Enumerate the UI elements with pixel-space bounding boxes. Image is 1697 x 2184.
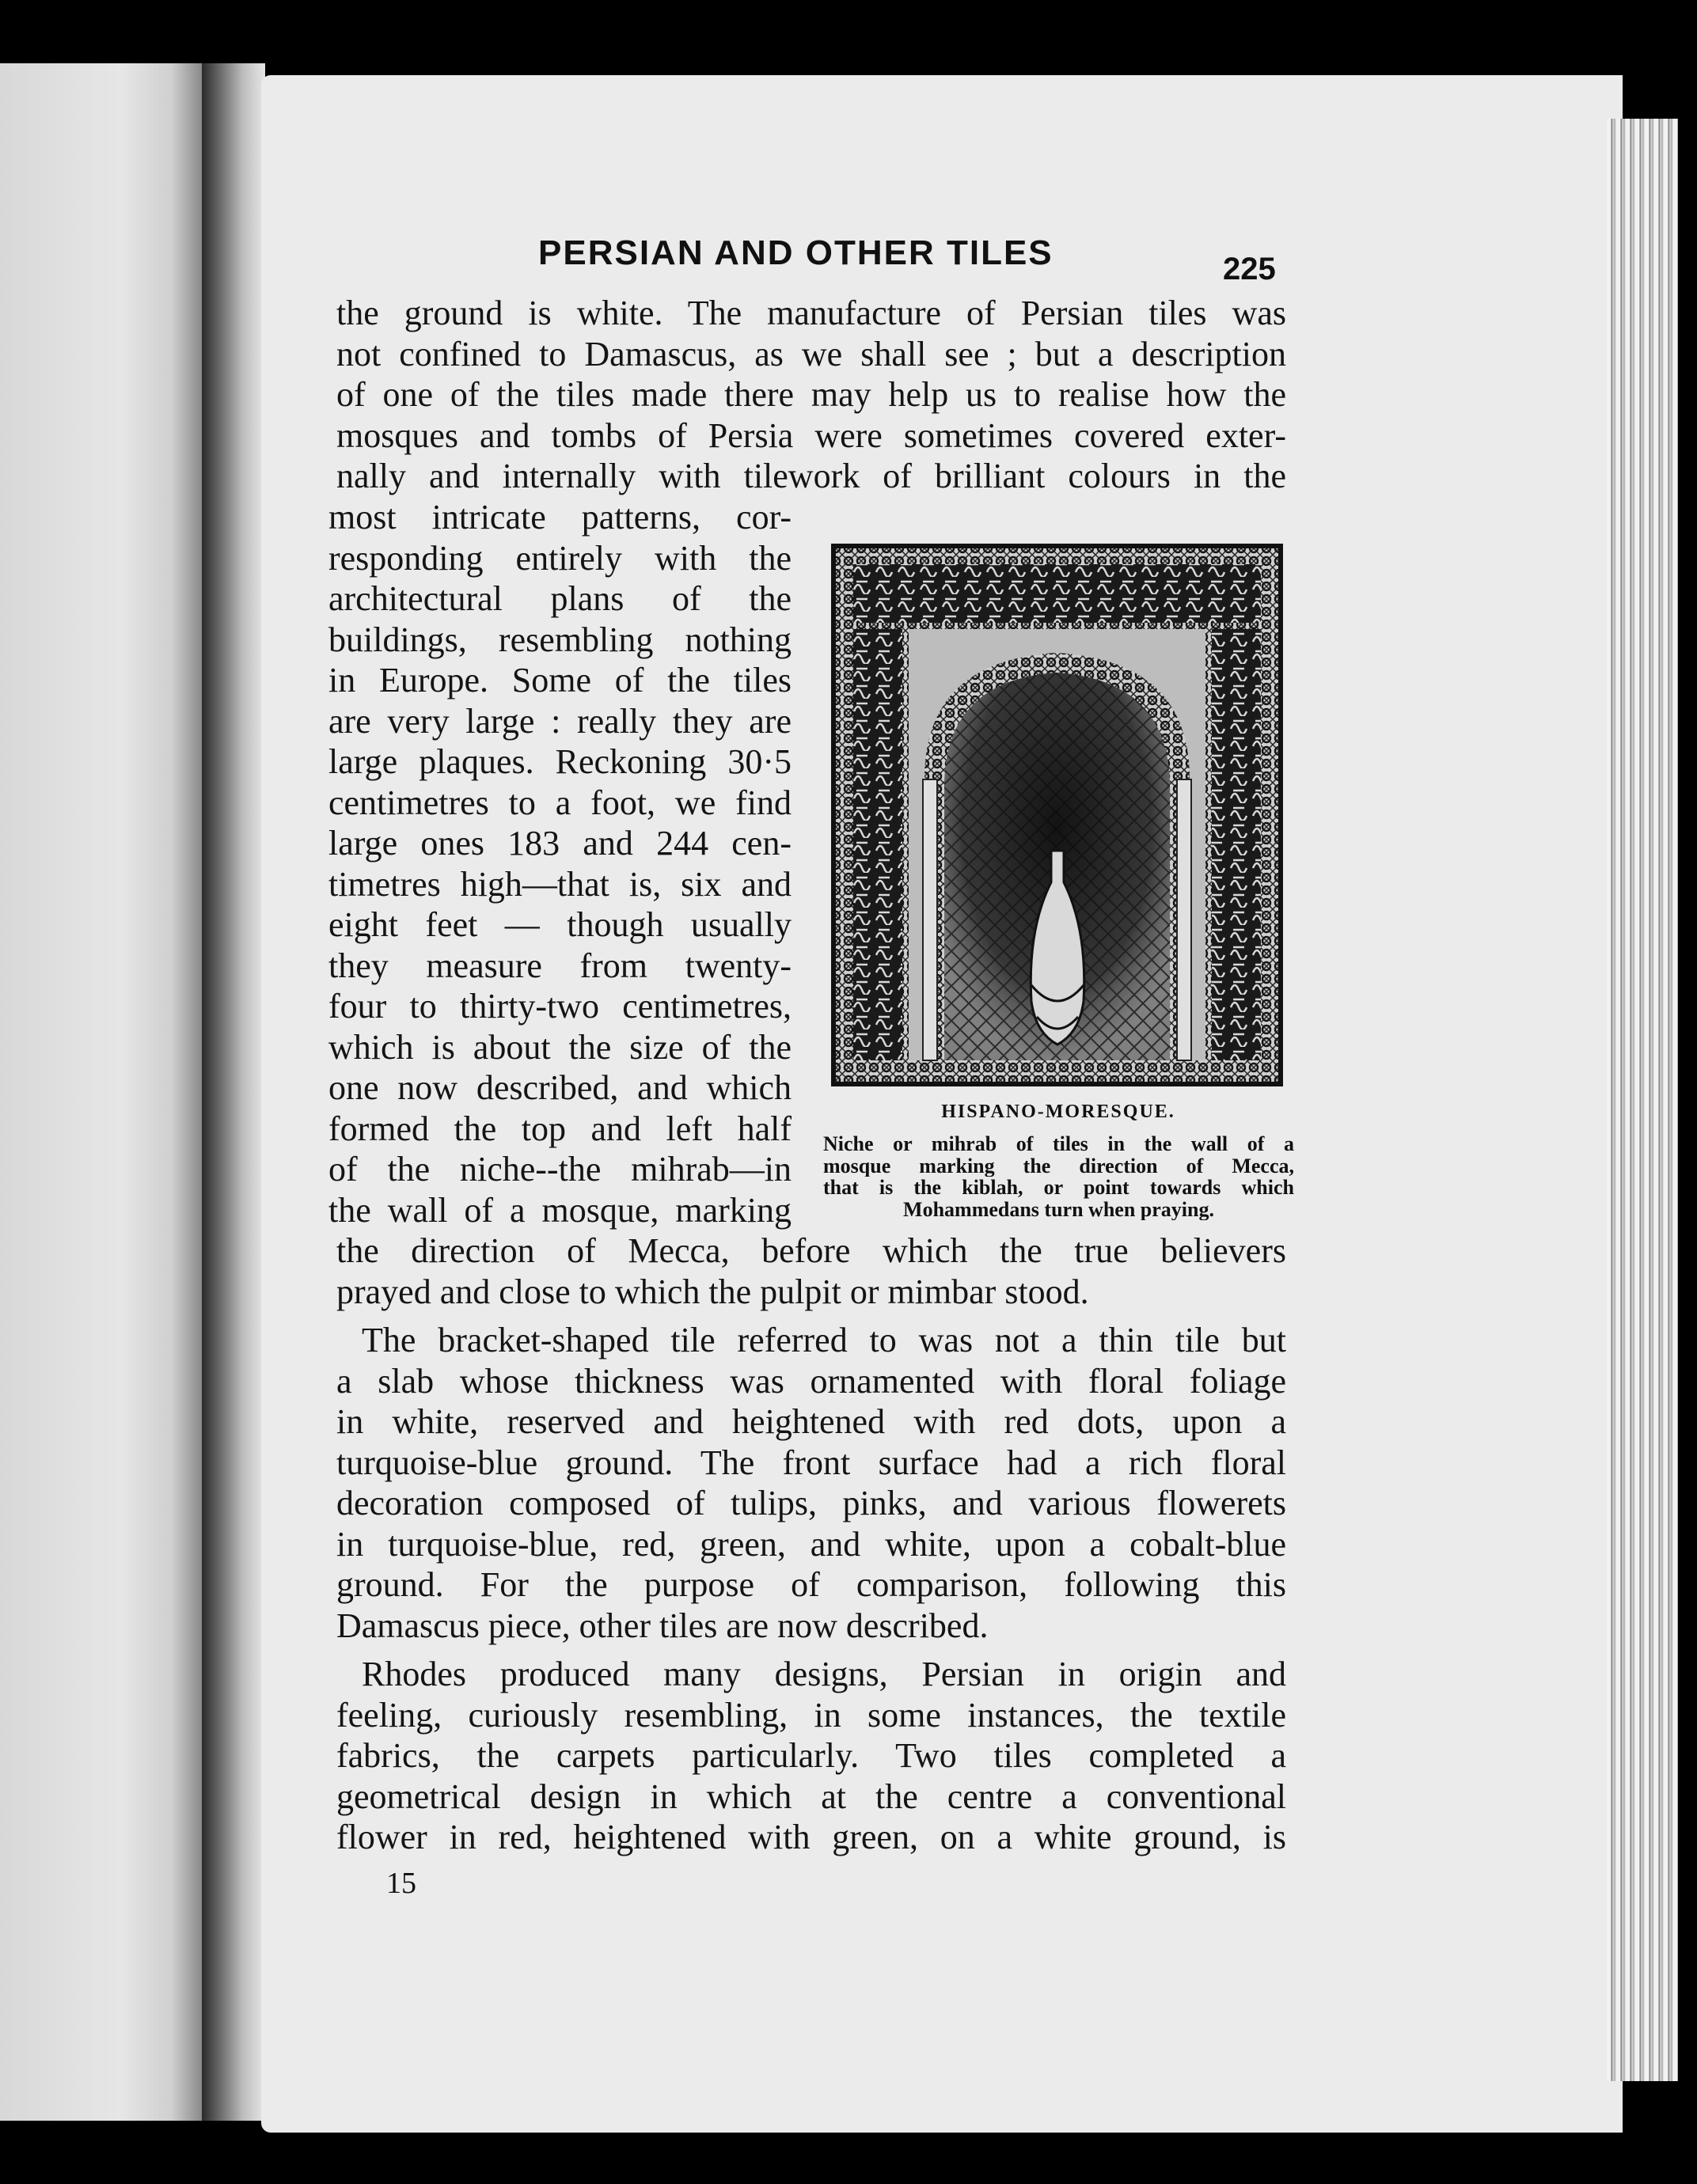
text-line: not confined to Damascus, as we shall see ; but a description [336,334,1286,373]
text-line: nally and internally with tilework of brilliant colours in the [336,457,1286,495]
text-line: of the niche--the mihrab—in [328,1150,792,1189]
text-line: decoration composed of tulips, pinks, and various flowerets [336,1484,1286,1522]
text-line: which is about the size of the [328,1027,792,1067]
text-line: eight feet — though usually [328,905,792,944]
text-line: centimetres to a foot, we find [328,783,792,822]
text-line: turquoise-blue ground. The front surface had a rich floral [336,1443,1286,1482]
text-line: in turquoise-blue, red, green, and white, upon a cobalt-blue [336,1524,1286,1564]
mihrab-niche-drawing [830,542,1285,1088]
text-line: flower in red, heightened with green, on a white ground, is [336,1818,1286,1856]
text-line: of one of the tiles made there may help us to realise how the [336,375,1286,414]
text-line: ground. For the purpose of comparison, following this [336,1565,1286,1604]
continuation-text [336,1230,1286,1312]
text-line: responding entirely with the [328,538,792,578]
text-line: large plaques. Reckoning 30·5 [328,742,792,781]
text-line: they measure from twenty- [328,946,792,985]
text-line: mosques and tombs of Persia were sometimes covered exter- [336,415,1286,455]
text-line: The bracket-shaped tile referred to was not a thin tile but [362,1321,1286,1359]
figure-caption-title: HISPANO-MORESQUE. [941,1101,1175,1122]
column-text [328,497,792,1230]
mihrab-illustration [830,542,1285,1088]
text-line: four to thirty-two centimetres, [328,987,792,1026]
intro-paragraph [336,293,1286,497]
text-line: fabrics, the carpets particularly. Two tiles completed a [336,1736,1286,1775]
left-page-edge [0,63,202,2121]
caption-line: that is the kiblah, or point towards which [823,1177,1294,1199]
text-line: a slab whose thickness was ornamented with floral foliage [336,1361,1286,1401]
figure-caption [823,1133,1294,1220]
text-line: Rhodes produced many designs, Persian in origin and [362,1655,1286,1693]
text-line: large ones 183 and 244 cen- [328,824,792,863]
text-line: in Europe. Some of the tiles [328,661,792,700]
book-gutter [202,63,265,2121]
text-line: geometrical design in which at the centre a conventional [336,1776,1286,1816]
text-line: in white, reserved and heightened with red dots, upon a [336,1402,1286,1441]
page-stack-edge [1607,119,1678,2081]
paragraph-bracket-tile [336,1320,1286,1646]
page-number: 225 [1223,252,1276,286]
signature-mark: 15 [386,1867,416,1900]
caption-line: Mohammedans turn when praying. [903,1198,1214,1220]
text-line: most intricate patterns, cor- [328,498,792,537]
text-line: the direction of Mecca, before which the true believers [336,1231,1286,1270]
text-line: buildings, resembling nothing [328,620,792,659]
text-line: are very large : really they are [328,701,792,741]
text-line: the ground is white. The manufacture of Persian tiles was [336,294,1286,332]
caption-line: mosque marking the direction of Mecca, [823,1155,1294,1177]
paragraph-rhodes [336,1654,1286,1858]
text-line: prayed and close to which the pulpit or mimbar stood. [336,1272,1089,1311]
text-line: one now described, and which [328,1068,792,1107]
caption-line: Niche or mihrab of tiles in the wall of a [823,1133,1294,1155]
running-head: PERSIAN AND OTHER TILES [538,233,1054,272]
text-line: timetres high—that is, six and [328,864,792,904]
text-line: the wall of a mosque, marking [328,1190,792,1230]
text-line: feeling, curiously resembling, in some instances, the textile [336,1695,1286,1735]
text-line: formed the top and left half [328,1109,792,1148]
text-line: Damascus piece, other tiles are now described. [336,1606,989,1645]
text-line: architectural plans of the [328,579,792,618]
